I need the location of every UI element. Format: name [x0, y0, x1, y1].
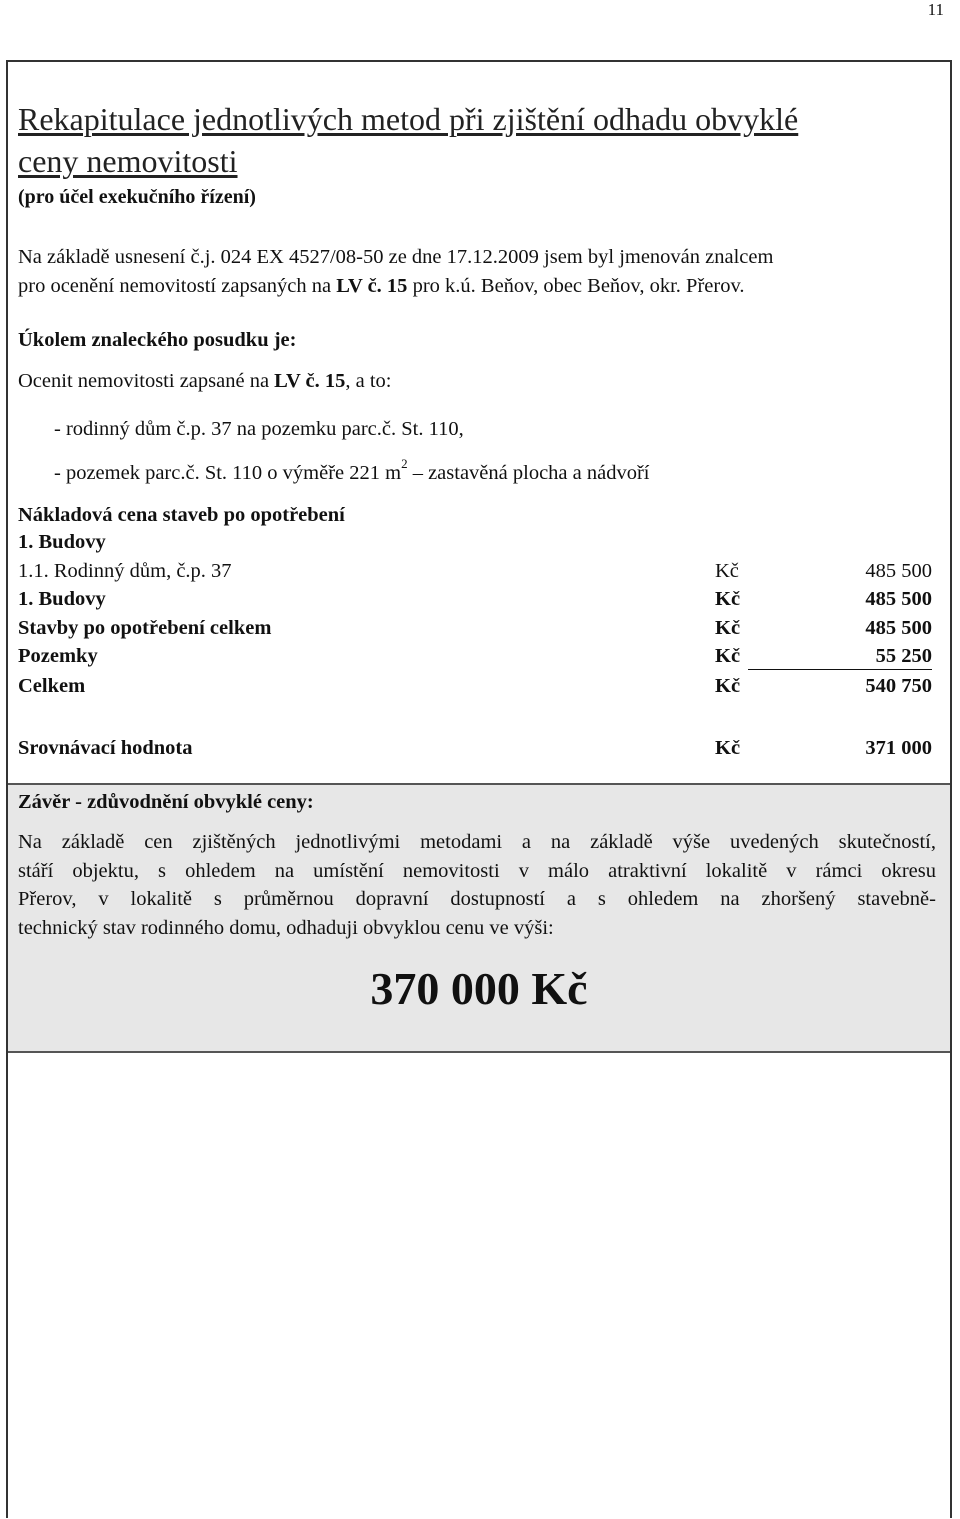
comparative-row [18, 737, 932, 765]
table-row [18, 675, 932, 703]
cost-heading: Nákladová cena staveb po opotřebení [18, 504, 345, 526]
conclusion-line: stáří objektu, s ohledem na umístění nemovitosti v málo atraktivní lokalitě v rámci okresu [18, 859, 936, 882]
task-line [18, 370, 392, 393]
subtitle: (pro účel exekučního řízení) [18, 186, 256, 208]
row-value: 55 250 [748, 645, 932, 670]
intro-text-a: pro ocenění nemovitostí zapsaných na [18, 275, 337, 297]
table-row [18, 645, 932, 673]
row-value: 540 750 [865, 675, 932, 697]
final-price: 370 000 Kč [370, 963, 588, 1014]
intro-text-c: pro k.ú. Beňov, obec Beňov, okr. Přerov. [407, 275, 745, 297]
conclusion-line: technický stav rodinného domu, odhaduji obvyklou cenu ve výši: [18, 916, 554, 939]
intro-line-2 [18, 272, 773, 301]
task-text-c: , a to: [345, 370, 392, 392]
table-row [18, 588, 932, 616]
cost-section [18, 504, 345, 554]
row-currency: Kč [715, 588, 741, 610]
cost-subheading: 1. Budovy [18, 531, 106, 553]
row-value-underlined [748, 645, 932, 670]
row-label: Celkem [18, 675, 86, 697]
title-line-2: ceny nemovitosti [18, 143, 238, 179]
intro-lv-number: LV č. 15 [336, 275, 408, 297]
conclusion-heading: Závěr - zdůvodnění obvyklé ceny: [18, 791, 314, 813]
row-currency: Kč [715, 675, 741, 697]
row-currency: Kč [715, 645, 741, 667]
comparative-value: 371 000 [865, 737, 932, 759]
row-label: 1.1. Rodinný dům, č.p. 37 [18, 560, 232, 582]
page-title [18, 98, 938, 182]
page-number: 11 [927, 0, 944, 19]
table-row [18, 560, 932, 588]
row-value: 485 500 [865, 588, 932, 610]
conclusion-line: Přerov, v lokalitě s průměrnou dopravní dostupností a s ohledem na zhoršený stavebně- [18, 888, 936, 910]
row-label: Pozemky [18, 645, 98, 667]
conclusion-box [8, 783, 950, 1053]
row-label: 1. Budovy [18, 588, 106, 610]
comparative-label: Srovnávací hodnota [18, 737, 193, 759]
conclusion-line: Na základě cen zjištěných jednotlivými metodami a na základě výše uvedených skutečností, [18, 831, 936, 853]
intro-line-1: Na základě usnesení č.j. 024 EX 4527/08-50 ze dne 17.12.2009 jsem byl jmenován znalcem [18, 246, 774, 268]
land-text-b: – zastavěná plocha a nádvoří [407, 461, 650, 484]
title-line-1: Rekapitulace jednotlivých metod při zjištění odhadu obvyklé [18, 101, 799, 137]
land-text-a: - pozemek parc.č. St. 110 o výměře 221 m [54, 461, 402, 484]
task-text-a: Ocenit nemovitosti zapsané na [18, 370, 275, 392]
row-currency: Kč [715, 617, 741, 639]
task-heading: Úkolem znaleckého posudku je: [18, 329, 297, 351]
table-row [18, 617, 932, 645]
property-item-house: - rodinný dům č.p. 37 na pozemku parc.č. St. 110, [54, 418, 464, 440]
row-value: 485 500 [865, 617, 932, 639]
row-label: Stavby po opotřebení celkem [18, 617, 272, 639]
intro-paragraph [18, 243, 773, 301]
conclusion-text [18, 828, 936, 942]
land-superscript: 2 [401, 456, 408, 471]
row-currency: Kč [715, 560, 739, 582]
task-lv-number: LV č. 15 [274, 370, 346, 392]
row-value: 485 500 [865, 560, 932, 582]
comparative-currency: Kč [715, 737, 741, 759]
property-item-land [54, 456, 650, 485]
